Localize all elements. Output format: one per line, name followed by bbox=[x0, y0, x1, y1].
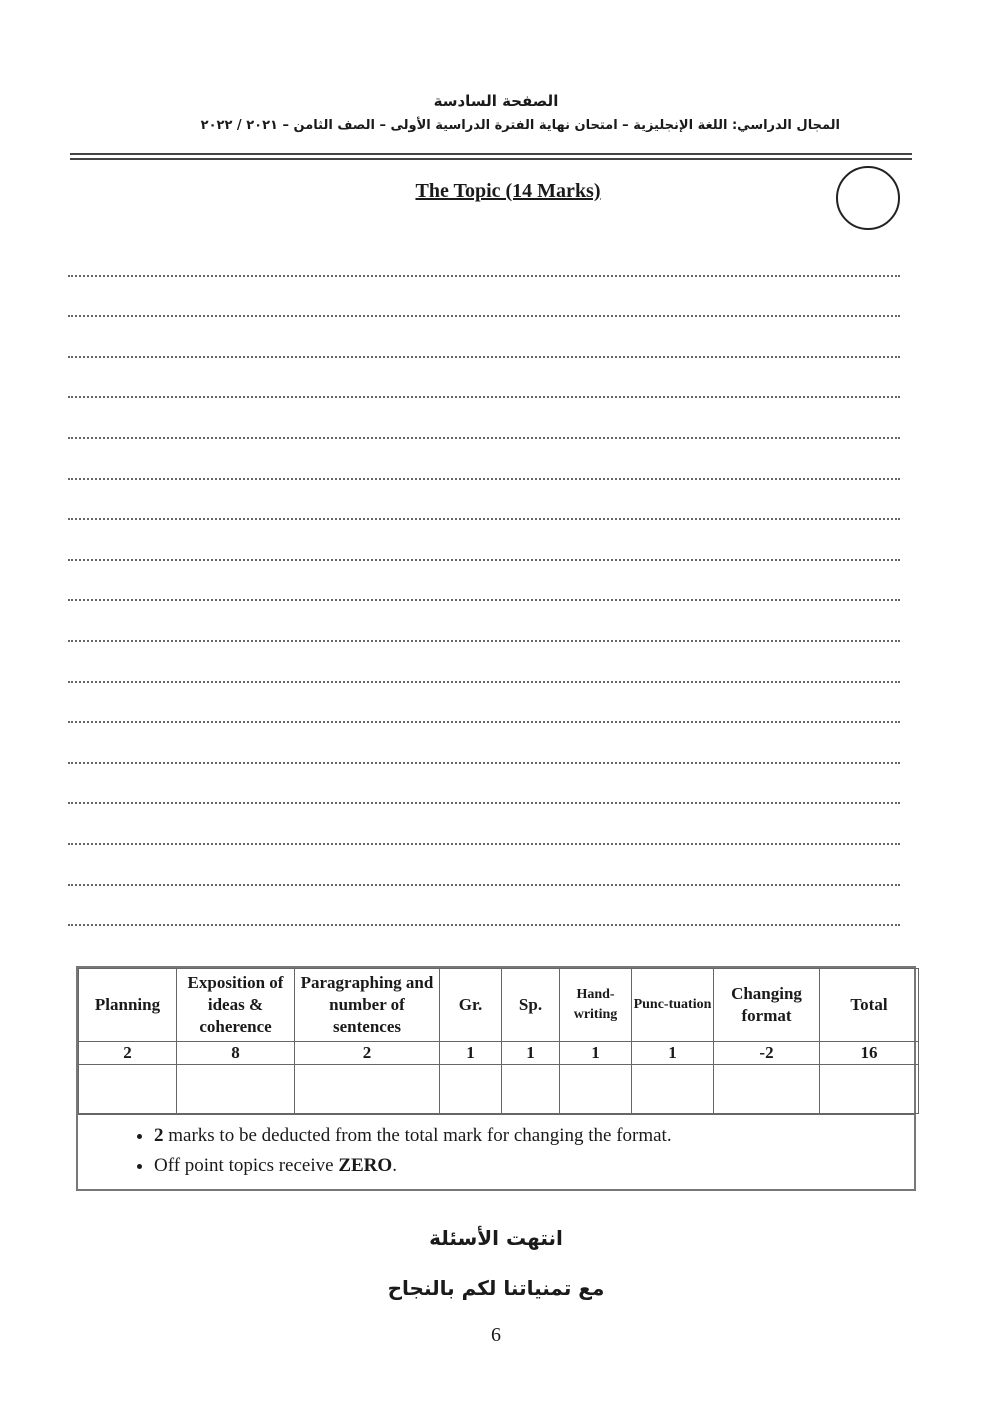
col-grammar: Gr. bbox=[440, 969, 502, 1042]
mark-exposition: 8 bbox=[177, 1042, 295, 1065]
writing-line[interactable] bbox=[68, 480, 900, 521]
score-cell-spelling[interactable] bbox=[502, 1065, 560, 1114]
col-exposition: Exposition of ideas & coherence bbox=[177, 969, 295, 1042]
writing-line[interactable] bbox=[68, 764, 900, 805]
mark-changing-format: -2 bbox=[714, 1042, 820, 1065]
exam-subtitle: المجال الدراسي: اللغة الإنجليزية – امتحان نهاية الفترة الدراسية الأولى – الصف الثامن – ٢٠٢١ / ٢٠٢٢ bbox=[200, 118, 840, 133]
mark-total: 16 bbox=[820, 1042, 919, 1065]
writing-line[interactable] bbox=[68, 642, 900, 683]
score-cell-planning[interactable] bbox=[79, 1065, 177, 1114]
col-planning: Planning bbox=[79, 969, 177, 1042]
mark-punctuation: 1 bbox=[632, 1042, 714, 1065]
mark-grammar: 1 bbox=[440, 1042, 502, 1065]
writing-line[interactable] bbox=[68, 439, 900, 480]
writing-line[interactable] bbox=[68, 277, 900, 318]
writing-line[interactable] bbox=[68, 236, 900, 277]
col-punctuation: Punc-tuation bbox=[632, 969, 714, 1042]
header-rule-bottom bbox=[70, 158, 912, 160]
score-cell-exposition[interactable] bbox=[177, 1065, 295, 1114]
end-of-questions: انتهت الأسئلة bbox=[429, 1226, 563, 1250]
score-cell-paragraphing[interactable] bbox=[295, 1065, 440, 1114]
col-total: Total bbox=[820, 969, 919, 1042]
writing-line[interactable] bbox=[68, 317, 900, 358]
header-rule-top bbox=[70, 153, 912, 155]
writing-line[interactable] bbox=[68, 561, 900, 602]
good-luck-wish: مع تمنياتنا لكم بالنجاح bbox=[387, 1276, 605, 1300]
writing-area[interactable] bbox=[68, 236, 900, 926]
writing-line[interactable] bbox=[68, 683, 900, 724]
score-cell-changing-format[interactable] bbox=[714, 1065, 820, 1114]
page-number: 6 bbox=[491, 1324, 501, 1346]
note-off-point: • Off point topics receive ZERO. bbox=[154, 1151, 914, 1181]
score-circle[interactable] bbox=[836, 166, 900, 230]
page-label: الصفحة السادسة bbox=[433, 92, 559, 110]
mark-paragraphing: 2 bbox=[295, 1042, 440, 1065]
score-cell-handwriting[interactable] bbox=[560, 1065, 632, 1114]
col-handwriting: Hand-writing bbox=[560, 969, 632, 1042]
rubric-table bbox=[78, 968, 919, 1114]
col-spelling: Sp. bbox=[502, 969, 560, 1042]
col-changing-format: Changing format bbox=[714, 969, 820, 1042]
writing-line[interactable] bbox=[68, 845, 900, 886]
writing-line[interactable] bbox=[68, 723, 900, 764]
topic-title: The Topic (14 Marks) bbox=[415, 180, 601, 202]
col-paragraphing: Paragraphing and number of sentences bbox=[295, 969, 440, 1042]
note-format-deduction: • 2 marks to be deducted from the total mark for changing the format. bbox=[154, 1121, 914, 1151]
writing-line[interactable] bbox=[68, 886, 900, 927]
marking-rubric bbox=[76, 966, 916, 1191]
score-cell-punctuation[interactable] bbox=[632, 1065, 714, 1114]
writing-line[interactable] bbox=[68, 601, 900, 642]
writing-line[interactable] bbox=[68, 398, 900, 439]
writing-line[interactable] bbox=[68, 804, 900, 845]
mark-planning: 2 bbox=[79, 1042, 177, 1065]
score-cell-grammar[interactable] bbox=[440, 1065, 502, 1114]
writing-line[interactable] bbox=[68, 520, 900, 561]
mark-handwriting: 1 bbox=[560, 1042, 632, 1065]
rubric-notes bbox=[78, 1114, 914, 1189]
mark-spelling: 1 bbox=[502, 1042, 560, 1065]
score-cell-total[interactable] bbox=[820, 1065, 919, 1114]
writing-line[interactable] bbox=[68, 358, 900, 399]
